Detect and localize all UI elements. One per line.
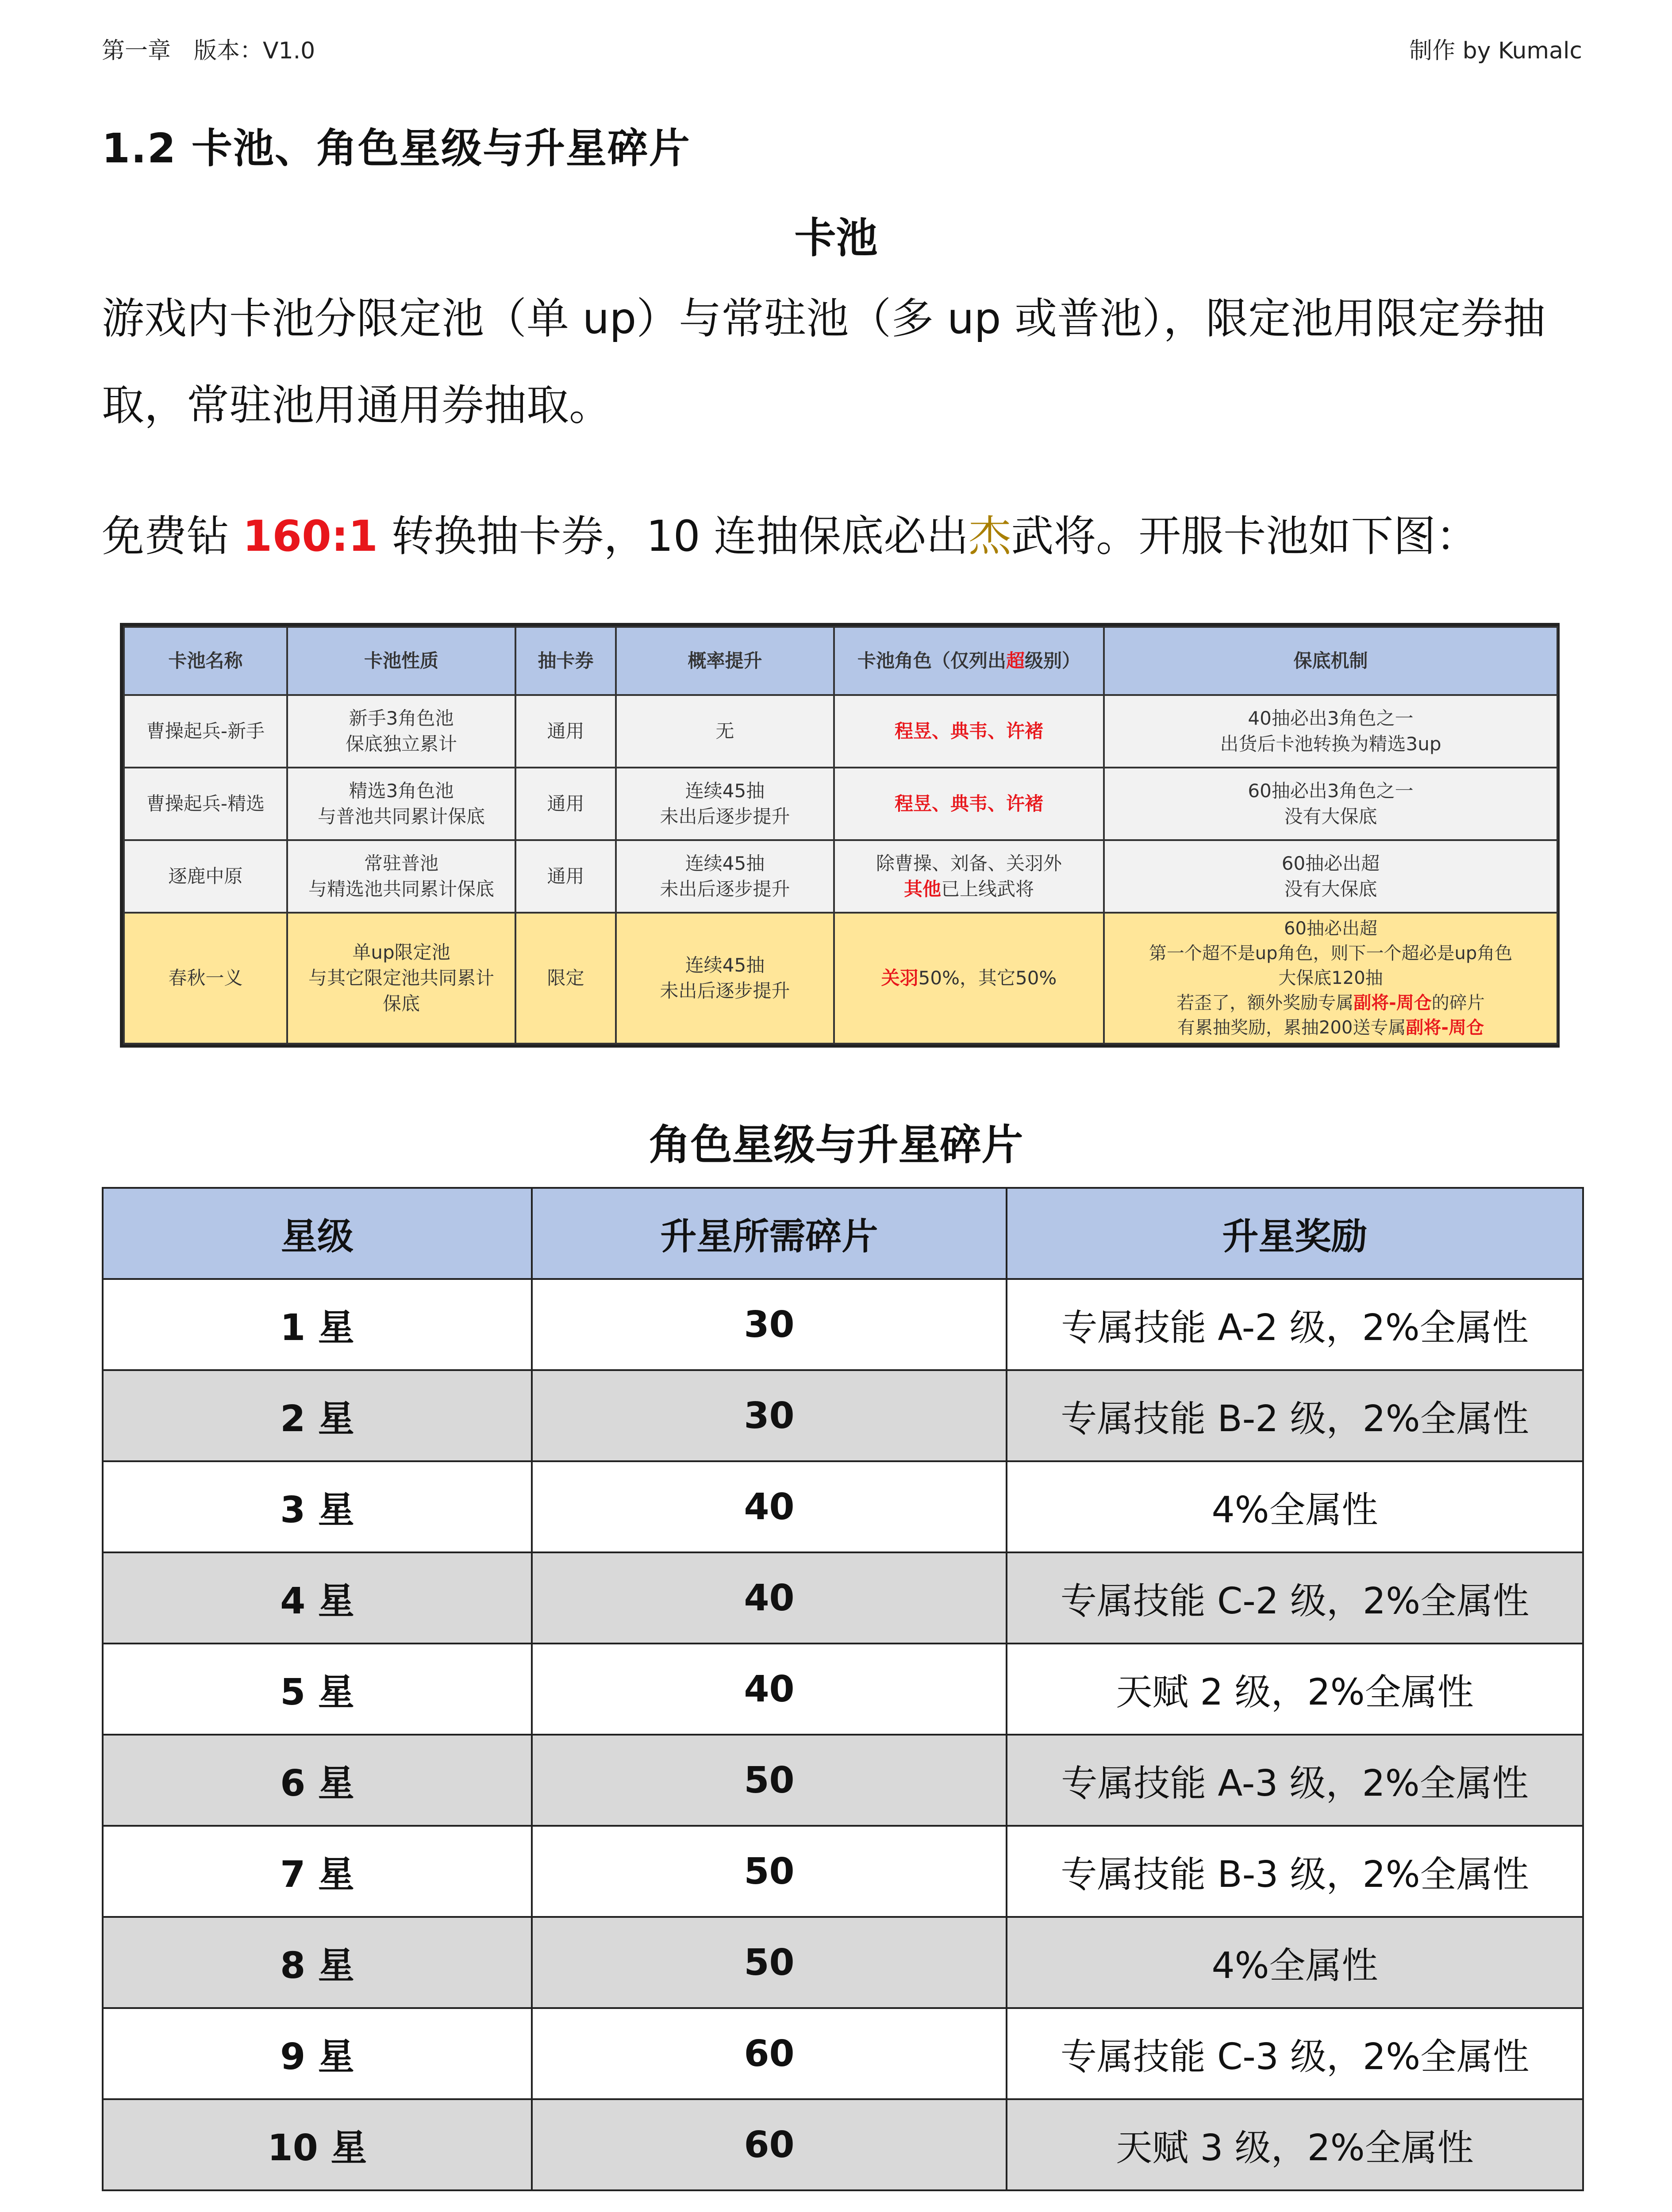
table-row <box>103 1279 1583 1370</box>
col-required-pieces: 升星所需碎片 <box>532 1188 1007 1279</box>
star-reward-cell: 专属技能 B-3 级，2%全属性 <box>1007 1826 1583 1917</box>
pool-chars-post: 已上线武将 <box>941 878 1034 900</box>
table-row <box>124 695 1557 768</box>
gacha-pool-table <box>120 623 1560 1048</box>
pool-ticket: 限定 <box>515 913 616 1044</box>
pool-name: 曹操起兵-新手 <box>124 695 287 768</box>
exchange-paragraph <box>102 493 1582 580</box>
pool-rate: 无 <box>616 695 834 768</box>
star-reward-cell: 专属技能 B-2 级，2%全属性 <box>1007 1370 1583 1461</box>
pool-rate: 连续45抽 未出后逐步提升 <box>616 768 834 840</box>
table-row <box>124 840 1557 913</box>
exchange-pre: 免费钻 <box>102 511 243 561</box>
pool-rate: 连续45抽 未出后逐步提升 <box>616 840 834 913</box>
star-level-cell: 10 星 <box>103 2099 532 2190</box>
table-row <box>103 2008 1583 2099</box>
required-pieces-cell: 30 <box>532 1370 1007 1461</box>
pity-line: 大保底120抽 <box>1278 968 1383 988</box>
required-pieces-cell: 40 <box>532 1644 1007 1735</box>
pool-pity: 60抽必出3角色之一 没有大保底 <box>1104 768 1557 840</box>
pool-nature: 单up限定池 与其它限定池共同累计 保底 <box>287 913 515 1044</box>
pool-chars: 程昱、典韦、许褚 <box>834 768 1104 840</box>
required-pieces-cell: 50 <box>532 1917 1007 2008</box>
pool-chars-post: 50%，其它50% <box>918 967 1057 989</box>
star-level-cell: 4 星 <box>103 1552 532 1644</box>
exchange-mid: 转换抽卡券，10 连抽保底必出 <box>378 511 969 561</box>
star-reward-cell: 天赋 2 级，2%全属性 <box>1007 1644 1583 1735</box>
pool-nature: 常驻普池 与精选池共同累计保底 <box>287 840 515 913</box>
table-row <box>103 1826 1583 1917</box>
star-level-cell: 8 星 <box>103 1917 532 2008</box>
header-chapter-version: 第一章 版本：V1.0 <box>102 38 315 64</box>
pity-line-red: 副将-周仓 <box>1353 993 1432 1013</box>
col-pool-name: 卡池名称 <box>124 627 287 695</box>
pool-chars <box>834 840 1104 913</box>
pool-chars-red: 关羽 <box>881 967 919 989</box>
pity-line: 60抽必出超 <box>1284 918 1377 939</box>
pool-ticket: 通用 <box>515 840 616 913</box>
intro-paragraph: 游戏内卡池分限定池（单 up）与常驻池（多 up 或普池），限定池用限定券抽取，常驻池用通用券抽取。 <box>102 294 1546 430</box>
star-reward-cell: 专属技能 A-3 级，2%全属性 <box>1007 1735 1583 1826</box>
pool-ticket: 通用 <box>515 768 616 840</box>
table-row <box>103 1370 1583 1461</box>
star-level-cell: 2 星 <box>103 1370 532 1461</box>
pity-line: 若歪了，额外奖励专属 <box>1176 993 1354 1013</box>
pool-pity: 40抽必出3角色之一 出货后卡池转换为精选3up <box>1104 695 1557 768</box>
pity-line: 第一个超不是up角色，则下一个超必是up角色 <box>1149 943 1513 964</box>
star-reward-cell: 4%全属性 <box>1007 1461 1583 1552</box>
required-pieces-cell: 60 <box>532 2008 1007 2099</box>
exchange-ratio: 160:1 <box>242 511 378 561</box>
star-reward-cell: 专属技能 C-2 级，2%全属性 <box>1007 1552 1583 1644</box>
pool-pity: 60抽必出超 没有大保底 <box>1104 840 1557 913</box>
required-pieces-cell: 50 <box>532 1735 1007 1826</box>
star-upgrade-table <box>102 1187 1582 2191</box>
star-reward-cell: 天赋 3 级，2%全属性 <box>1007 2099 1583 2190</box>
col-pool-chars-tier: 超 <box>1006 650 1025 672</box>
col-pool-chars-pre: 卡池角色（仅列出 <box>857 650 1006 672</box>
required-pieces-cell: 40 <box>532 1461 1007 1552</box>
table-row <box>124 768 1557 840</box>
star-header-row <box>103 1188 1583 1279</box>
star-reward-cell: 专属技能 C-3 级，2%全属性 <box>1007 2008 1583 2099</box>
exchange-post: 武将。开服卡池如下图： <box>1011 511 1479 561</box>
pool-name: 逐鹿中原 <box>124 840 287 913</box>
required-pieces-cell: 30 <box>532 1279 1007 1370</box>
star-level-cell: 6 星 <box>103 1735 532 1826</box>
col-pool-chars-post: 级别） <box>1025 650 1081 672</box>
pool-nature: 新手3角色池 保底独立累计 <box>287 695 515 768</box>
col-star-reward: 升星奖励 <box>1007 1188 1583 1279</box>
star-level-cell: 3 星 <box>103 1461 532 1552</box>
col-ticket: 抽卡券 <box>515 627 616 695</box>
pool-ticket: 通用 <box>515 695 616 768</box>
star-level-cell: 5 星 <box>103 1644 532 1735</box>
pool-chars-red: 其他 <box>903 878 941 900</box>
star-reward-cell: 专属技能 A-2 级，2%全属性 <box>1007 1279 1583 1370</box>
pool-heading: 卡池 <box>794 214 878 262</box>
star-level-cell: 9 星 <box>103 2008 532 2099</box>
col-rate-up: 概率提升 <box>616 627 834 695</box>
pool-nature: 精选3角色池 与普池共同累计保底 <box>287 768 515 840</box>
pity-line: 的碎片 <box>1431 993 1485 1013</box>
col-pool-chars <box>834 627 1104 695</box>
pool-chars-pre: 除曹操、刘备、关羽外 <box>876 853 1062 874</box>
star-heading: 角色星级与升星碎片 <box>649 1121 1023 1169</box>
table-row <box>103 2099 1583 2190</box>
col-pity: 保底机制 <box>1104 627 1557 695</box>
table-row <box>103 1917 1583 2008</box>
section-title: 1.2 卡池、角色星级与升星碎片 <box>102 125 691 172</box>
pity-line-red: 副将-周仓 <box>1406 1018 1484 1038</box>
header-author: 制作 by Kumalc <box>1409 38 1582 64</box>
pool-rate: 连续45抽 未出后逐步提升 <box>616 913 834 1044</box>
required-pieces-cell: 60 <box>532 2099 1007 2190</box>
pool-chars <box>834 913 1104 1044</box>
gacha-header-row <box>124 627 1557 695</box>
col-star-level: 星级 <box>103 1188 532 1279</box>
col-pool-nature: 卡池性质 <box>287 627 515 695</box>
star-reward-cell: 4%全属性 <box>1007 1917 1583 2008</box>
exchange-tier: 杰 <box>969 511 1011 561</box>
pool-pity <box>1104 913 1557 1044</box>
star-level-cell: 7 星 <box>103 1826 532 1917</box>
required-pieces-cell: 50 <box>532 1826 1007 1917</box>
table-row <box>103 1552 1583 1644</box>
required-pieces-cell: 40 <box>532 1552 1007 1644</box>
star-level-cell: 1 星 <box>103 1279 532 1370</box>
table-row <box>103 1644 1583 1735</box>
pool-chars: 程昱、典韦、许褚 <box>834 695 1104 768</box>
pool-name: 曹操起兵-精选 <box>124 768 287 840</box>
table-row <box>103 1461 1583 1552</box>
table-row <box>124 913 1557 1044</box>
pity-line: 有累抽奖励，累抽200送专属 <box>1177 1018 1406 1038</box>
pool-name: 春秋一义 <box>124 913 287 1044</box>
table-row <box>103 1735 1583 1826</box>
